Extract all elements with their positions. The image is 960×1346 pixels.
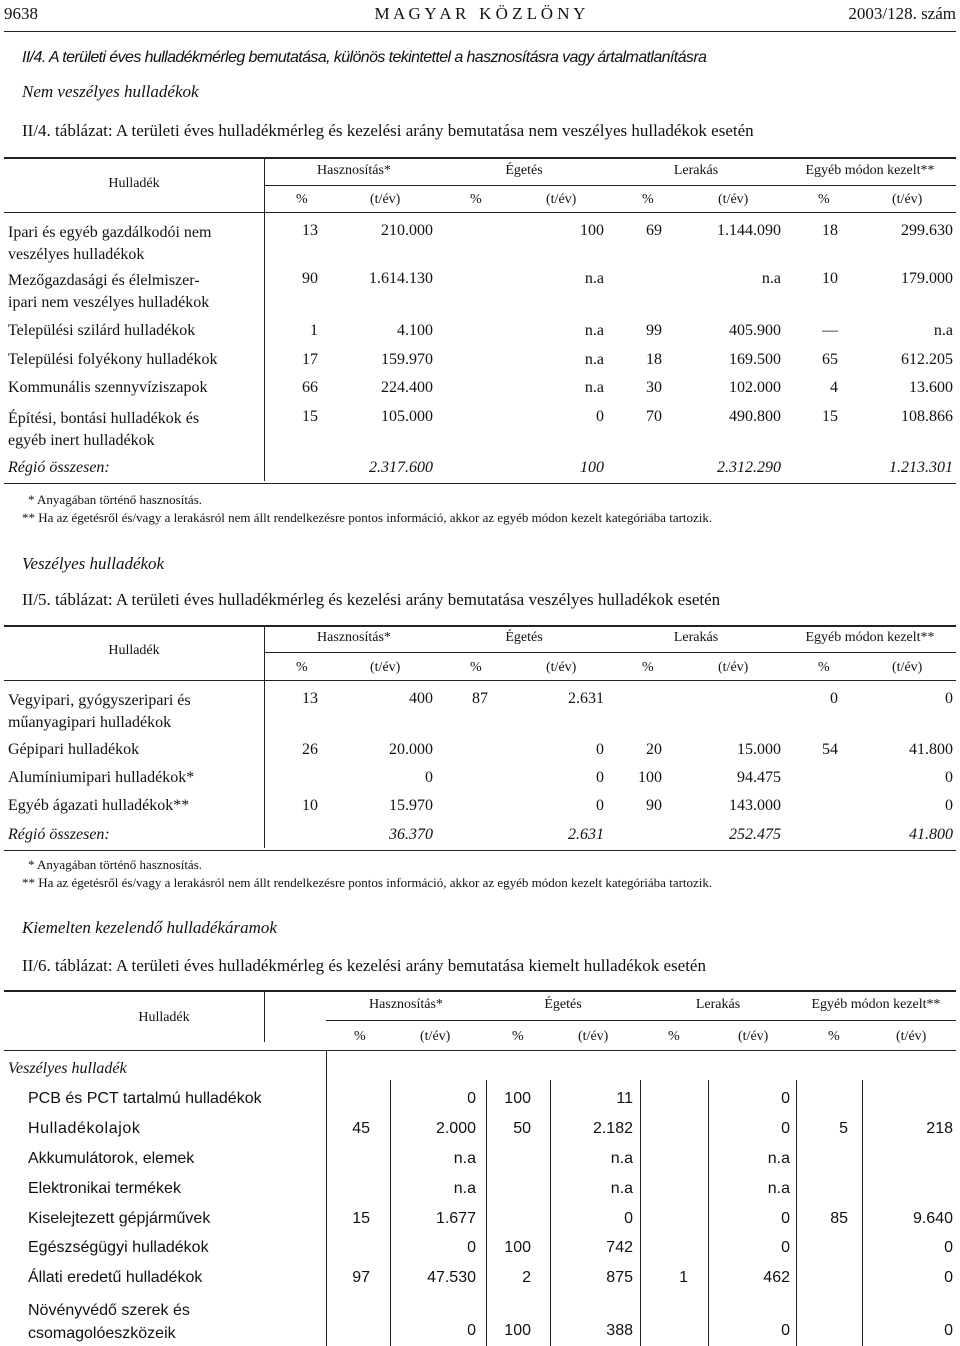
table-cell-value: 5 <box>839 1120 848 1137</box>
table-cell-value: 405.900 <box>729 322 781 339</box>
table6-head-rule <box>4 1050 956 1051</box>
table5-head-rule <box>4 680 956 681</box>
table-cell-value: 100 <box>504 1322 531 1339</box>
t6-tpy: (t/év) <box>420 1029 451 1044</box>
table5-waste-header: Hulladék <box>108 643 160 658</box>
table-cell-value: 1 <box>679 1269 688 1286</box>
table5-landfill-header: Lerakás <box>673 630 719 645</box>
table-cell-value: 0 <box>781 1322 790 1339</box>
table-cell-value: 17 <box>302 351 318 368</box>
subtitle-priority: Kiemelten kezelendő hulladékáramok <box>22 918 277 937</box>
t6-row-label: PCB és PCT tartalmú hulladékok <box>28 1090 262 1107</box>
t5-tpy: (t/év) <box>370 660 401 675</box>
table6-caption: II/6. táblázat: A területi éves hulladékmérleg és kezelési arány bemutatása kiemelt hulladékok esetén <box>22 956 706 975</box>
table-cell-value: 9.640 <box>912 1210 953 1227</box>
t5-pct: % <box>642 660 654 675</box>
t4-tpy: (t/év) <box>546 192 577 207</box>
table-cell-value: 0 <box>945 797 953 814</box>
table-cell-value: 252.475 <box>729 826 781 843</box>
table4-caption: II/4. táblázat: A területi éves hulladékmérleg és kezelési arány bemutatása nem veszélyes hulladékok esetén <box>22 121 754 140</box>
table-cell-value: 143.000 <box>729 797 781 814</box>
t5-footnote-1: * Anyagában történő hasznosítás. <box>28 857 203 872</box>
table-cell-value: 99 <box>646 322 662 339</box>
t6-row-label: Egészségügyi hulladékok <box>28 1239 209 1256</box>
table4-divider <box>264 157 265 481</box>
table-cell-value: 87 <box>472 690 488 707</box>
t5-pct: % <box>296 660 308 675</box>
table5-top-rule <box>4 625 956 627</box>
table-cell-value: 1 <box>310 322 318 339</box>
table-cell-value: 0 <box>830 690 838 707</box>
t4-row-label: Települési szilárd hulladékok <box>8 322 196 339</box>
t4-row-label: Ipari és egyéb gazdálkodói nem veszélyes hulladékok <box>8 224 212 263</box>
table-cell-value: 10 <box>302 797 318 814</box>
header-rule <box>4 31 956 32</box>
table-cell-value: 20.000 <box>389 741 433 758</box>
table-cell-value: 169.500 <box>729 351 781 368</box>
table-cell-value: 94.475 <box>737 769 781 786</box>
t4-row-label: Települési folyékony hulladékok <box>8 351 218 368</box>
table-cell-value: 2.000 <box>435 1120 476 1137</box>
table-cell-value: 100 <box>638 769 662 786</box>
t5-pct: % <box>818 660 830 675</box>
table-cell-value: 2 <box>522 1269 531 1286</box>
t4-tpy: (t/év) <box>892 192 923 207</box>
table-cell-value: 105.000 <box>381 408 433 425</box>
table-cell-value: 100 <box>580 222 604 239</box>
t5-footnote-2: ** Ha az égetésről és/vagy a lerakásról nem állt rendelkezésre pontos információ, akkor az egyéb módon kezelt kategóriába tartozik. <box>22 875 713 890</box>
table-cell-value: 41.800 <box>909 741 953 758</box>
table-cell-value: 13 <box>302 222 318 239</box>
table4-top-rule <box>4 157 956 159</box>
t6-pct: % <box>828 1029 840 1044</box>
table-cell-value: 15.970 <box>389 797 433 814</box>
subtitle-hazardous: Veszélyes hulladékok <box>22 554 165 573</box>
table-cell-value: 224.400 <box>381 379 433 396</box>
table-cell-value: n.a <box>610 1150 633 1167</box>
table-cell-value: 18 <box>646 351 662 368</box>
t4-footnote-1: * Anyagában történő hasznosítás. <box>28 492 203 507</box>
t6-row-label: Elektronikai termékek <box>28 1180 181 1197</box>
table-cell-value: 299.630 <box>901 222 953 239</box>
table-cell-value: 13.600 <box>909 379 953 396</box>
table-cell-value: 159.970 <box>381 351 433 368</box>
table-cell-value: 179.000 <box>901 270 953 287</box>
table-cell-value: 0 <box>624 1210 633 1227</box>
t6-grid-line <box>390 1080 391 1346</box>
t4-pct: % <box>470 192 482 207</box>
table-cell-value: 0 <box>944 1322 953 1339</box>
t4-pct: % <box>642 192 654 207</box>
table-cell-value: 210.000 <box>381 222 433 239</box>
table-cell-value: 0 <box>945 769 953 786</box>
table-cell-value: n.a <box>933 322 953 339</box>
table-cell-value: 0 <box>781 1090 790 1107</box>
t6-pct: % <box>354 1029 366 1044</box>
t5-row-label: Egyéb ágazati hulladékok** <box>8 797 190 814</box>
t6-grid-line <box>796 1080 797 1346</box>
table-cell-value: 2.182 <box>592 1120 633 1137</box>
table-cell-value: 97 <box>352 1269 370 1286</box>
table5-other-header: Egyéb módon kezelt** <box>805 630 935 645</box>
t5-row-label: Vegyipari, gyógyszeripari és műanyagipari hulladékok <box>8 692 191 731</box>
table-cell-value: 54 <box>822 741 838 758</box>
table-cell-value: n.a <box>610 1180 633 1197</box>
t4-total-label: Régió összesen: <box>8 459 110 476</box>
page-header <box>4 4 956 28</box>
table-cell-value: 490.800 <box>729 408 781 425</box>
table5-caption: II/5. táblázat: A területi éves hulladékmérleg és kezelési arány bemutatása veszélyes hulladékok esetén <box>22 590 721 609</box>
table-cell-value: 0 <box>467 1239 476 1256</box>
table-cell-value: 0 <box>596 741 604 758</box>
table-cell-value: 0 <box>781 1239 790 1256</box>
table-cell-value: n.a <box>767 1150 790 1167</box>
t6-grid-line <box>326 1050 327 1346</box>
table6-waste-header: Hulladék <box>138 1010 190 1025</box>
t6-grid-line <box>862 1080 863 1346</box>
table-cell-value: 875 <box>606 1269 633 1286</box>
table-cell-value: 0 <box>781 1210 790 1227</box>
table-cell-value: 4.100 <box>397 322 433 339</box>
table5-incineration-header: Égetés <box>505 630 543 645</box>
table-cell-value: 0 <box>781 1120 790 1137</box>
table-cell-value: 69 <box>646 222 662 239</box>
t6-grid-line <box>708 1080 709 1346</box>
table-cell-value: 0 <box>596 769 604 786</box>
table-cell-value: 2.312.290 <box>717 459 781 476</box>
t6-tpy: (t/év) <box>738 1029 769 1044</box>
table-cell-value: 0 <box>596 408 604 425</box>
table-cell-value: 108.866 <box>901 408 953 425</box>
table-cell-value: 100 <box>580 459 604 476</box>
subtitle-nonhazardous: Nem veszélyes hulladékok <box>22 82 199 101</box>
table4-head-rule <box>4 212 956 213</box>
table-cell-value: 0 <box>945 690 953 707</box>
table-cell-value: 218 <box>926 1120 953 1137</box>
table6-landfill-header: Lerakás <box>695 997 741 1012</box>
table-cell-value: n.a <box>453 1150 476 1167</box>
table-cell-value: 100 <box>504 1090 531 1107</box>
t6-grid-line <box>640 1080 641 1346</box>
table-cell-value: 0 <box>425 769 433 786</box>
table-cell-value: 0 <box>944 1239 953 1256</box>
table-cell-value: 1.213.301 <box>889 459 953 476</box>
table-cell-value: 90 <box>646 797 662 814</box>
table5-recovery-header: Hasznosítás* <box>317 630 391 645</box>
t6-tpy: (t/év) <box>578 1029 609 1044</box>
table-cell-value: n.a <box>584 351 604 368</box>
table-cell-value: 30 <box>646 379 662 396</box>
table-cell-value: 65 <box>822 351 838 368</box>
t4-footnote-2: ** Ha az égetésről és/vagy a lerakásról nem állt rendelkezésre pontos információ, akkor az egyéb módon kezelt kategóriába tartozik. <box>22 510 713 525</box>
table-cell-value: 0 <box>467 1322 476 1339</box>
table4-other-header: Egyéb módon kezelt** <box>805 163 935 178</box>
t4-tpy: (t/év) <box>370 192 401 207</box>
table-cell-value: 462 <box>763 1269 790 1286</box>
table-cell-value: — <box>822 322 838 339</box>
table-cell-value: 2.631 <box>568 690 604 707</box>
table-cell-value: n.a <box>761 270 781 287</box>
table-cell-value: 47.530 <box>427 1269 476 1286</box>
table-cell-value: 15.000 <box>737 741 781 758</box>
t6-grid-line <box>550 1080 551 1346</box>
t6-row-label: Kiselejtezett gépjárművek <box>28 1210 211 1227</box>
table-cell-value: 41.800 <box>909 826 953 843</box>
table-cell-value: 85 <box>830 1210 848 1227</box>
section-title: II/4. A területi éves hulladékmérleg bemutatása, különös tekintettel a hasznosításra vagy ártalmatlanításra <box>22 49 707 66</box>
t5-tpy: (t/év) <box>892 660 923 675</box>
issue-number: 2003/128. szám <box>848 4 956 23</box>
t4-row-label: Kommunális szennyvíziszapok <box>8 379 208 396</box>
table6-recovery-header: Hasznosítás* <box>369 997 443 1012</box>
t6-group-label: Veszélyes hulladék <box>8 1060 127 1077</box>
table6-other-header: Egyéb módon kezelt** <box>811 997 941 1012</box>
table-cell-value: 400 <box>409 690 433 707</box>
table-cell-value: 742 <box>606 1239 633 1256</box>
t4-row-label: Mezőgazdasági és élelmiszer- ipari nem veszélyes hulladékok <box>8 272 210 311</box>
t4-pct: % <box>296 192 308 207</box>
t6-row-label: Akkumulátorok, elemek <box>28 1150 195 1167</box>
table6-subhead-rule <box>326 1020 956 1021</box>
t5-tpy: (t/év) <box>718 660 749 675</box>
table-cell-value: 100 <box>504 1239 531 1256</box>
table-cell-value: 13 <box>302 690 318 707</box>
t6-row-label: Állati eredetű hulladékok <box>28 1269 203 1286</box>
table4-incineration-header: Égetés <box>505 163 543 178</box>
table4-bottom-rule <box>4 483 956 484</box>
table-cell-value: 26 <box>302 741 318 758</box>
table4-recovery-header: Hasznosítás* <box>317 163 391 178</box>
table-cell-value: 18 <box>822 222 838 239</box>
t6-row-label: Hulladékolajok <box>28 1120 141 1137</box>
t6-pct: % <box>512 1029 524 1044</box>
table-cell-value: 0 <box>944 1269 953 1286</box>
table5-subhead-rule <box>264 652 956 653</box>
t5-row-label: Alumíniumipari hulladékok* <box>8 769 195 786</box>
t5-pct: % <box>470 660 482 675</box>
table-cell-value: 10 <box>822 270 838 287</box>
table-cell-value: 66 <box>302 379 318 396</box>
t6-grid-line <box>486 1080 487 1346</box>
table-cell-value: 4 <box>830 379 838 396</box>
table-cell-value: 0 <box>467 1090 476 1107</box>
table4-subhead-rule <box>264 185 956 186</box>
table6-top-rule <box>4 990 956 992</box>
table-cell-value: 1.144.090 <box>717 222 781 239</box>
table4-waste-header: Hulladék <box>108 176 160 191</box>
table-cell-value: 0 <box>596 797 604 814</box>
t6-pct: % <box>668 1029 680 1044</box>
t4-pct: % <box>818 192 830 207</box>
table-cell-value: 1.677 <box>435 1210 476 1227</box>
table-cell-value: 15 <box>822 408 838 425</box>
table-cell-value: 2.631 <box>568 826 604 843</box>
table-cell-value: 45 <box>352 1120 370 1137</box>
table-cell-value: 388 <box>606 1322 633 1339</box>
t5-tpy: (t/év) <box>546 660 577 675</box>
table-cell-value: 15 <box>302 408 318 425</box>
table-cell-value: 36.370 <box>389 826 433 843</box>
table5-divider <box>264 625 265 848</box>
t4-row-label: Építési, bontási hulladékok és egyéb inert hulladékok <box>8 410 200 449</box>
table-cell-value: 11 <box>616 1090 633 1107</box>
table-cell-value: 70 <box>646 408 662 425</box>
t6-row-label: Növényvédő szerek és csomagolóeszközeik <box>28 1302 190 1342</box>
table-cell-value: n.a <box>584 270 604 287</box>
t5-total-label: Régió összesen: <box>8 826 110 843</box>
table-cell-value: n.a <box>767 1180 790 1197</box>
table-cell-value: 50 <box>513 1120 531 1137</box>
table-cell-value: n.a <box>584 322 604 339</box>
table-cell-value: 612.205 <box>901 351 953 368</box>
table-cell-value: 15 <box>352 1210 370 1227</box>
table-cell-value: 102.000 <box>729 379 781 396</box>
table-cell-value: n.a <box>584 379 604 396</box>
table4-landfill-header: Lerakás <box>673 163 719 178</box>
table-cell-value: 2.317.600 <box>369 459 433 476</box>
table-cell-value: n.a <box>453 1180 476 1197</box>
table5-bottom-rule <box>4 850 956 851</box>
table-cell-value: 1.614.130 <box>369 270 433 287</box>
t6-tpy: (t/év) <box>896 1029 927 1044</box>
t4-tpy: (t/év) <box>718 192 749 207</box>
page-number: 9638 <box>4 4 38 23</box>
table-cell-value: 90 <box>302 270 318 287</box>
table-cell-value: 20 <box>646 741 662 758</box>
journal-title: M A G Y A R K Ö Z L Ö N Y <box>374 4 586 23</box>
t5-row-label: Gépipari hulladékok <box>8 741 140 758</box>
table6-incineration-header: Égetés <box>544 997 582 1012</box>
